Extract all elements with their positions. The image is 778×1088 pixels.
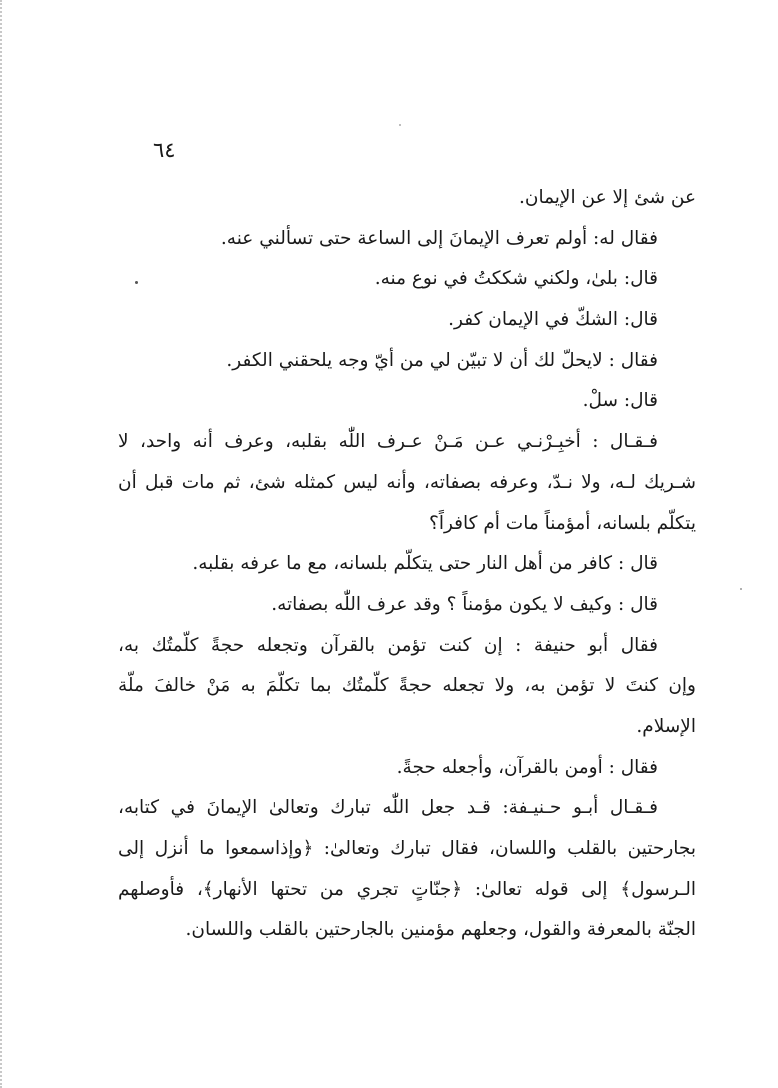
text-line: الـرسول﴾ إلى قوله تعالىٰ: ﴿جنّاتٍ تجري من تحتها الأنهار﴾، فأوصلهم [118,878,696,900]
ink-speck [399,124,401,126]
text-line: وإن كنتَ لا تؤمن به، ولا تجعله حجةً كلّمتُك بما تكلّمَ به مَنْ خالفَ ملّة [118,675,696,697]
ink-speck [740,588,742,590]
text-line: الجنّة بالمعرفة والقول، وجعلهم مؤمنين بالجارحتين بالقلب واللسان. [185,919,696,941]
text-line: فقال أبو حنيفة : إن كنت تؤمن بالقرآن وتجعله حجةً كلّمتُك به، [118,634,658,656]
text-line: عن شئ إلا عن الإيمان. [518,187,696,208]
text-line: قال: الشكّ في الإيمان كفر. [448,309,658,331]
text-line: قال : كافر من أهل النار حتى يتكلّم بلسانه، مع ما عرفه بقلبه. [192,553,658,575]
text-line: الإسلام. [636,715,696,737]
text-line: قال: سلْ. [582,390,658,412]
text-line: فـقـال أبـو حـنيـفة: قـد جعل اللّٰه تبارك وتعالىٰ الإيمانَ في كتابه، [118,797,658,819]
text-line: قال: بلىٰ، ولكني شككتُ في نوع منه. [374,268,658,290]
text-line: قال : وكيف لا يكون مؤمناً ؟ وقد عرف اللّٰه بصفاته. [271,593,658,615]
text-line: بجارحتين بالقلب واللسان، فقال تبارك وتعالىٰ: ﴿وإذاسمعوا ما أنزل إلى [118,838,696,859]
page-number: ٦٤ [153,138,176,162]
text-line: فـقـال : أخبِـرْنـي عـن مَـنْ عـرف اللّٰه بقلبه، وعرف أنه واحد، لا [118,431,658,453]
text-line: فقال : أومن بالقرآن، وأجعله حجةً. [396,756,658,778]
body-text [118,178,696,951]
page-edge-shadow [0,0,6,1088]
text-line: شـريك لـه، ولا نـدّ، وعرفه بصفاته، وأنه ليس كمثله شئ، ثم مات قبل أن [118,471,696,493]
text-line: فقال له: أولم تعرف الإيمانَ إلى الساعة حتى تسألني عنه. [220,227,658,249]
text-line: فقال : لايحلّ لك أن لا تبيّن لي من أيّ وجه يلحقني الكفر. [226,349,658,371]
text-line: يتكلّم بلسانه، أمؤمناً مات أم كافراً؟ [429,512,696,534]
